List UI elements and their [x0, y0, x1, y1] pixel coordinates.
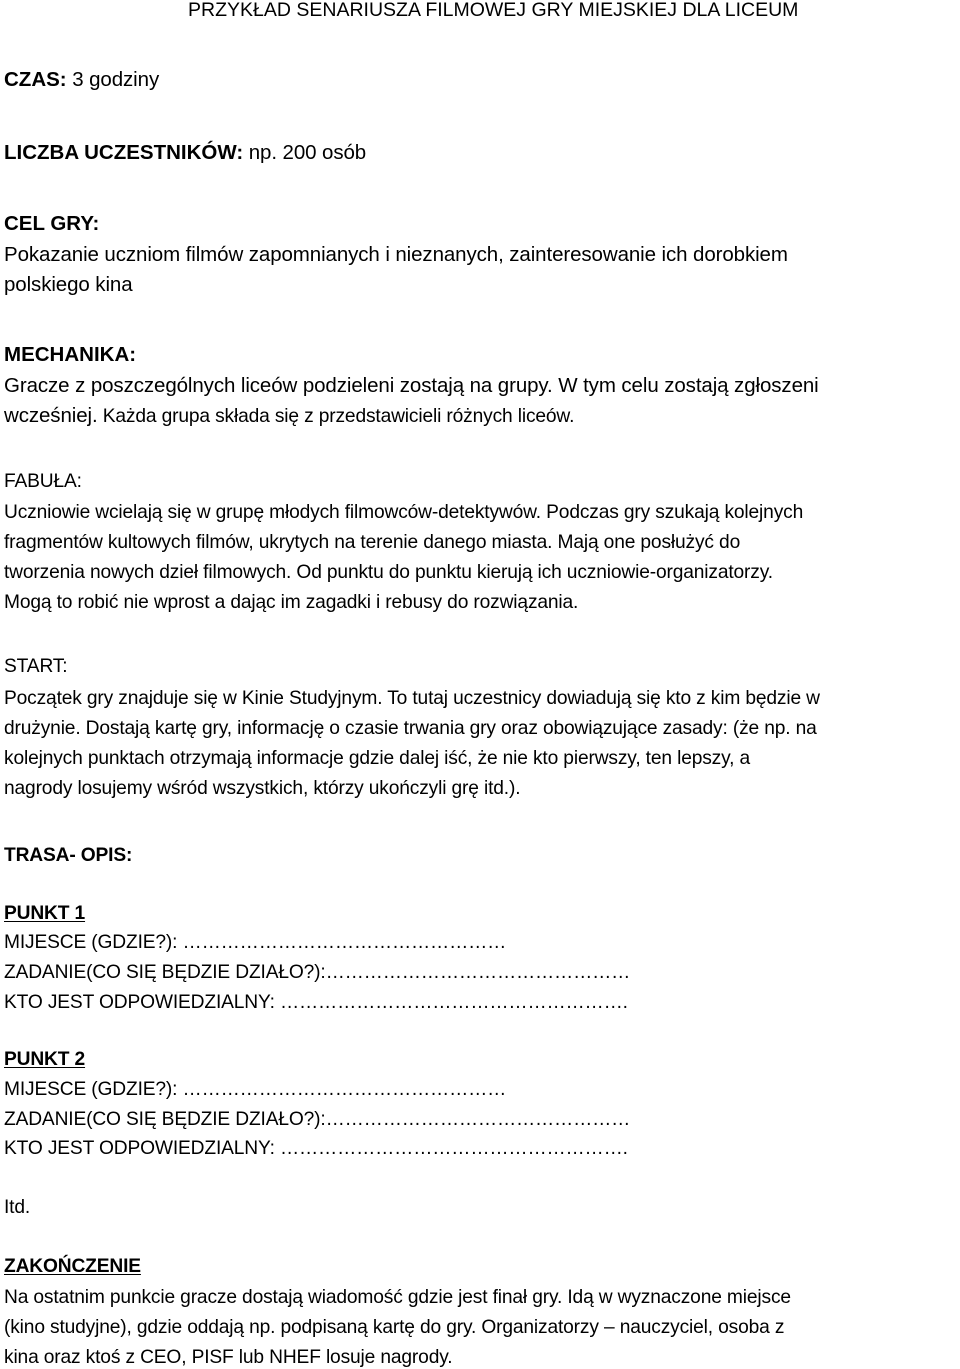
cel-heading: CEL GRY:: [4, 212, 100, 235]
punkt2-zadanie-label: ZADANIE(CO SIĘ BĘDZIE DZIAŁO?):: [4, 1109, 326, 1130]
punkt1-zadanie-label: ZADANIE(CO SIĘ BĘDZIE DZIAŁO?):: [4, 962, 326, 983]
punkt2-kto: [4, 1139, 628, 1158]
liczba-value: np. 200 osób: [243, 141, 367, 164]
start-line-3: kolejnych punktach otrzymają informacje gdzie dalej iść, że nie kto pierwszy, ten lepszy, a: [4, 748, 751, 769]
mechanika-heading: MECHANIKA:: [4, 343, 137, 366]
punkt1-kto-dots: ……………………………………………….: [274, 992, 628, 1013]
punkt1-miejsce-label: MIJESCE (GDZIE?):: [4, 932, 178, 953]
mechanika-line-2: [4, 406, 574, 427]
punkt2-kto-dots: ……………………………………………….: [274, 1138, 628, 1159]
mechanika-line-1: Gracze z poszczególnych liceów podzieleni zostają na grupy. W tym celu zostają zgłoszeni: [4, 374, 819, 397]
liczba-label: LICZBA UCZESTNIKÓW:: [4, 141, 244, 164]
punkt2-zadanie: [4, 1110, 630, 1129]
punkt2-miejsce-dots: ……………………………………………: [177, 1079, 507, 1100]
itd-text: Itd.: [4, 1197, 31, 1218]
fabula-line-3: tworzenia nowych dzieł filmowych. Od punktu do punktu kierują ich uczniowie-organizatorzy.: [4, 562, 773, 583]
zakonczenie-line-2: (kino studyjne), gdzie oddają np. podpisaną kartę do gry. Organizatorzy – nauczyciel, osoba z: [4, 1317, 785, 1338]
punkt2-kto-label: KTO JEST ODPOWIEDZIALNY:: [4, 1138, 275, 1159]
punkt1-miejsce-dots: ……………………………………………: [177, 932, 507, 953]
mechanika-line-2b: Każda grupa składa się z przedstawicieli różnych liceów.: [97, 406, 575, 427]
punkt1-kto: [4, 993, 628, 1012]
punkt2-heading: PUNKT 2: [4, 1049, 86, 1070]
punkt1-heading: PUNKT 1: [4, 903, 86, 924]
punkt2-miejsce: [4, 1080, 506, 1099]
zakonczenie-heading: ZAKOŃCZENIE: [4, 1256, 141, 1277]
fabula-line-4: Mogą to robić nie wprost a dając im zagadki i rebusy do rozwiązania.: [4, 592, 579, 613]
mechanika-line-2a: wcześniej.: [4, 404, 98, 427]
start-line-1: Początek gry znajduje się w Kinie Studyjnym. To tutaj uczestnicy dowiadują się kto z kim będzie w: [4, 688, 820, 709]
punkt2-miejsce-label: MIJESCE (GDZIE?):: [4, 1079, 178, 1100]
document-title: PRZYKŁAD SENARIUSZA FILMOWEJ GRY MIEJSKIEJ DLA LICEUM: [188, 0, 799, 21]
fabula-line-2: fragmentów kultowych filmów, ukrytych na terenie danego miasta. Mają one posłużyć do: [4, 532, 741, 553]
fabula-line-1: Uczniowie wcielają się w grupę młodych filmowców-detektywów. Podczas gry szukają kolejnych: [4, 502, 804, 523]
liczba-line: [4, 143, 366, 164]
trasa-heading: TRASA- OPIS:: [4, 845, 133, 866]
fabula-heading: FABUŁA:: [4, 471, 82, 492]
punkt2-zadanie-dots: …………………………………………: [325, 1109, 631, 1130]
punkt1-zadanie-dots: …………………………………………: [325, 962, 631, 983]
start-line-2: drużynie. Dostają kartę gry, informację o czasie trwania gry oraz obowiązujące zasady: (że np. na: [4, 718, 817, 739]
zakonczenie-line-1: Na ostatnim punkcie gracze dostają wiadomość gdzie jest finał gry. Idą w wyznaczone miejsce: [4, 1287, 791, 1308]
start-heading: START:: [4, 656, 68, 677]
punkt1-miejsce: [4, 933, 506, 952]
start-line-4: nagrody losujemy wśród wszystkich, którzy ukończyli grę itd.).: [4, 778, 521, 799]
cel-line-2: polskiego kina: [4, 273, 133, 296]
czas-line: [4, 70, 159, 91]
punkt1-kto-label: KTO JEST ODPOWIEDZIALNY:: [4, 992, 275, 1013]
zakonczenie-line-3: kina oraz ktoś z CEO, PISF lub NHEF losuje nagrody.: [4, 1347, 453, 1368]
punkt1-zadanie: [4, 963, 630, 982]
czas-value: 3 godziny: [66, 68, 160, 91]
cel-line-1: Pokazanie uczniom filmów zapomnianych i nieznanych, zainteresowanie ich dorobkiem: [4, 243, 788, 266]
czas-label: CZAS:: [4, 68, 67, 91]
